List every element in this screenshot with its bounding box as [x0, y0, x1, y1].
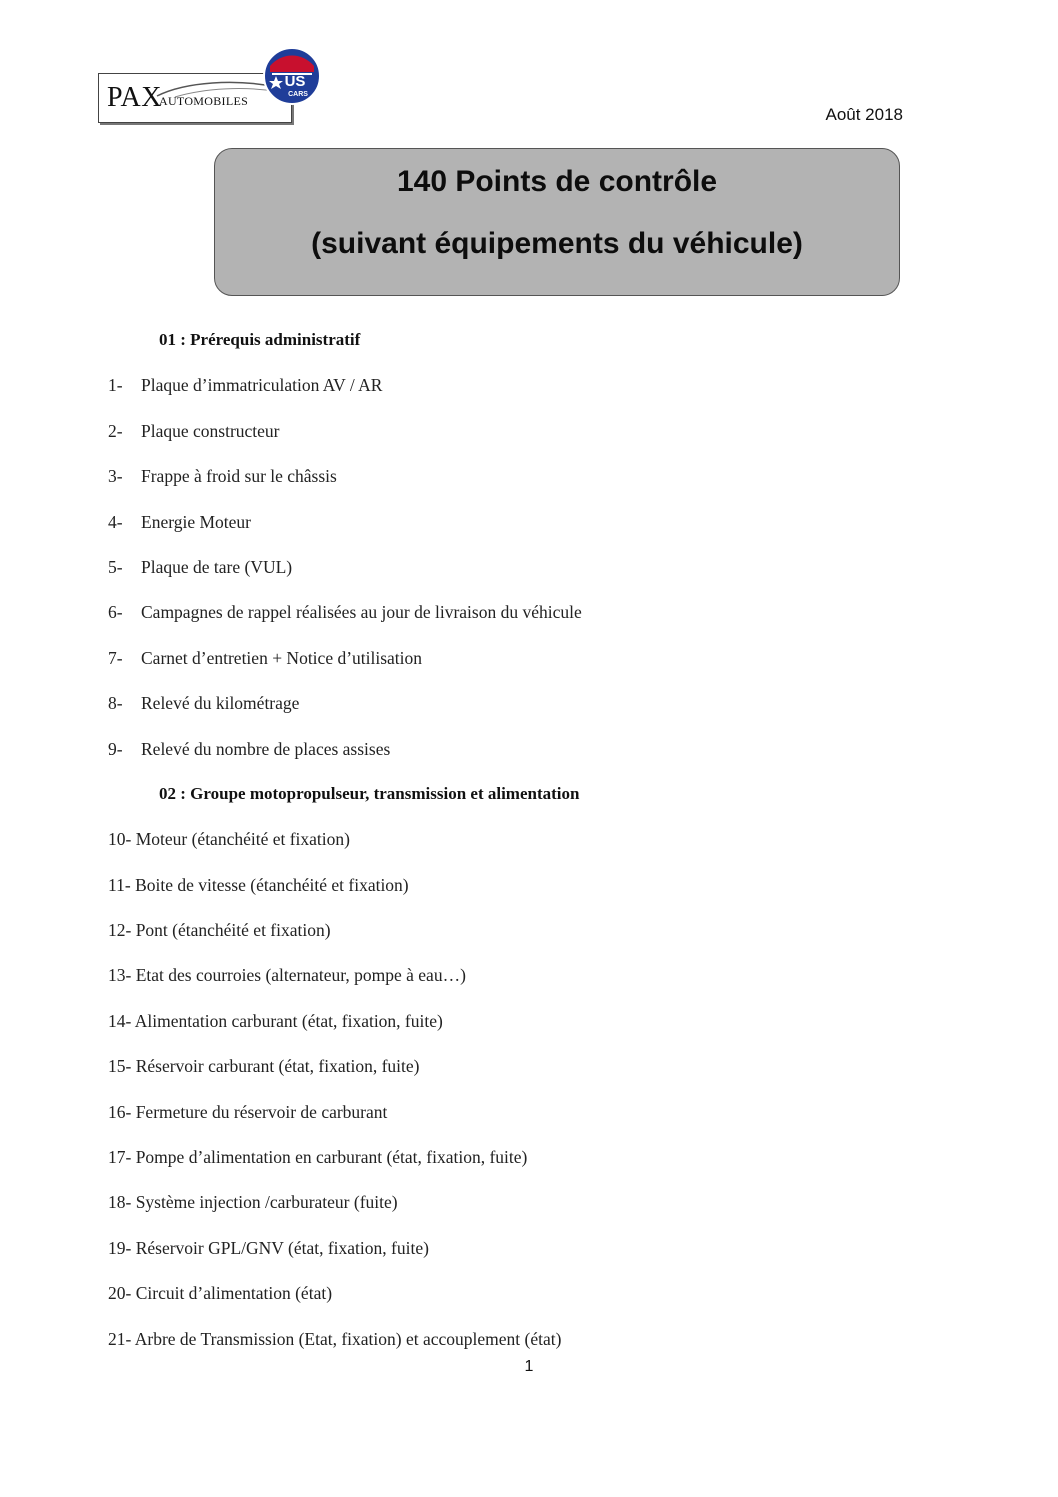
item-text: Energie Moteur	[141, 511, 251, 532]
page-subtitle: (suivant équipements du véhicule)	[311, 227, 803, 260]
list-item	[108, 1005, 928, 1050]
item-text: Campagnes de rappel réalisées au jour de livraison du véhicule	[141, 602, 582, 623]
item-text: Circuit d’alimentation (état)	[135, 1283, 333, 1304]
item-text: Etat des courroies (alternateur, pompe à eau…)	[135, 965, 466, 986]
item-number: 11-	[108, 874, 131, 895]
item-number: 8-	[108, 693, 123, 714]
item-text: Alimentation carburant (état, fixation, fuite)	[134, 1010, 443, 1031]
list-item	[108, 1186, 928, 1231]
item-number: 16-	[108, 1101, 132, 1122]
checklist	[108, 324, 928, 1368]
list-item	[108, 596, 928, 641]
document-date: Août 2018	[825, 105, 903, 124]
svg-text:CARS: CARS	[288, 91, 308, 98]
list-item	[108, 687, 928, 732]
item-text: Moteur (étanchéité et fixation)	[135, 829, 350, 850]
item-text: Carnet d’entretien + Notice d’utilisation	[141, 647, 423, 668]
list-item	[108, 914, 928, 959]
logo-subtitle: AUTOMOBILES	[159, 94, 249, 108]
item-number: 14-	[108, 1010, 132, 1031]
us-cars-badge-icon	[262, 46, 322, 106]
item-text: Plaque d’immatriculation AV / AR	[141, 375, 383, 396]
list-item	[108, 551, 928, 596]
list-item	[108, 506, 928, 551]
item-text: Relevé du nombre de places assises	[141, 738, 391, 759]
logo-brand: PAX	[107, 82, 162, 113]
item-number: 3-	[108, 466, 123, 487]
list-item	[108, 823, 928, 868]
item-text: Réservoir GPL/GNV (état, fixation, fuite)	[135, 1237, 429, 1258]
list-item	[108, 1141, 928, 1186]
item-number: 9-	[108, 738, 123, 759]
item-text: Pompe d’alimentation en carburant (état, fixation, fuite)	[135, 1147, 528, 1168]
list-item	[108, 415, 928, 460]
item-number: 5-	[108, 556, 123, 577]
section-heading: 02 : Groupe motopropulseur, transmission et alimentation	[159, 783, 580, 803]
item-number: 13-	[108, 965, 132, 986]
item-number: 10-	[108, 829, 132, 850]
list-item	[108, 642, 928, 687]
item-number: 18-	[108, 1192, 132, 1213]
list-item	[108, 1096, 928, 1141]
item-number: 4-	[108, 511, 123, 532]
list-item	[108, 1232, 928, 1277]
title-box	[214, 148, 900, 296]
item-number: 2-	[108, 420, 123, 441]
list-item	[108, 959, 928, 1004]
item-text: Arbre de Transmission (Etat, fixation) et accouplement (état)	[134, 1328, 562, 1349]
item-text: Boite de vitesse (étanchéité et fixation)	[135, 874, 409, 895]
item-number: 12-	[108, 920, 132, 941]
item-text: Plaque de tare (VUL)	[141, 556, 293, 577]
list-item	[108, 1277, 928, 1322]
item-number: 20-	[108, 1283, 132, 1304]
item-text: Réservoir carburant (état, fixation, fuite)	[135, 1056, 420, 1077]
section-heading: 01 : Prérequis administratif	[159, 330, 361, 349]
item-number: 15-	[108, 1056, 132, 1077]
item-text: Frappe à froid sur le châssis	[141, 466, 337, 487]
item-number: 1-	[108, 375, 123, 396]
item-number: 7-	[108, 647, 123, 668]
item-number: 19-	[108, 1237, 132, 1258]
page-number: 1	[524, 1358, 534, 1375]
item-text: Relevé du kilométrage	[141, 693, 300, 714]
item-number: 17-	[108, 1147, 132, 1168]
item-text: Pont (étanchéité et fixation)	[135, 920, 331, 941]
list-item	[108, 1050, 928, 1095]
item-text: Plaque constructeur	[141, 420, 280, 441]
item-text: Système injection /carburateur (fuite)	[135, 1192, 398, 1213]
list-item	[108, 369, 928, 414]
logo	[98, 46, 334, 124]
list-item	[108, 460, 928, 505]
item-text: Fermeture du réservoir de carburant	[135, 1101, 388, 1122]
item-number: 21-	[108, 1328, 132, 1349]
svg-text:US: US	[284, 73, 306, 90]
page-title: 140 Points de contrôle	[396, 165, 718, 198]
list-item	[108, 733, 928, 778]
item-number: 6-	[108, 602, 123, 623]
list-item	[108, 869, 928, 914]
